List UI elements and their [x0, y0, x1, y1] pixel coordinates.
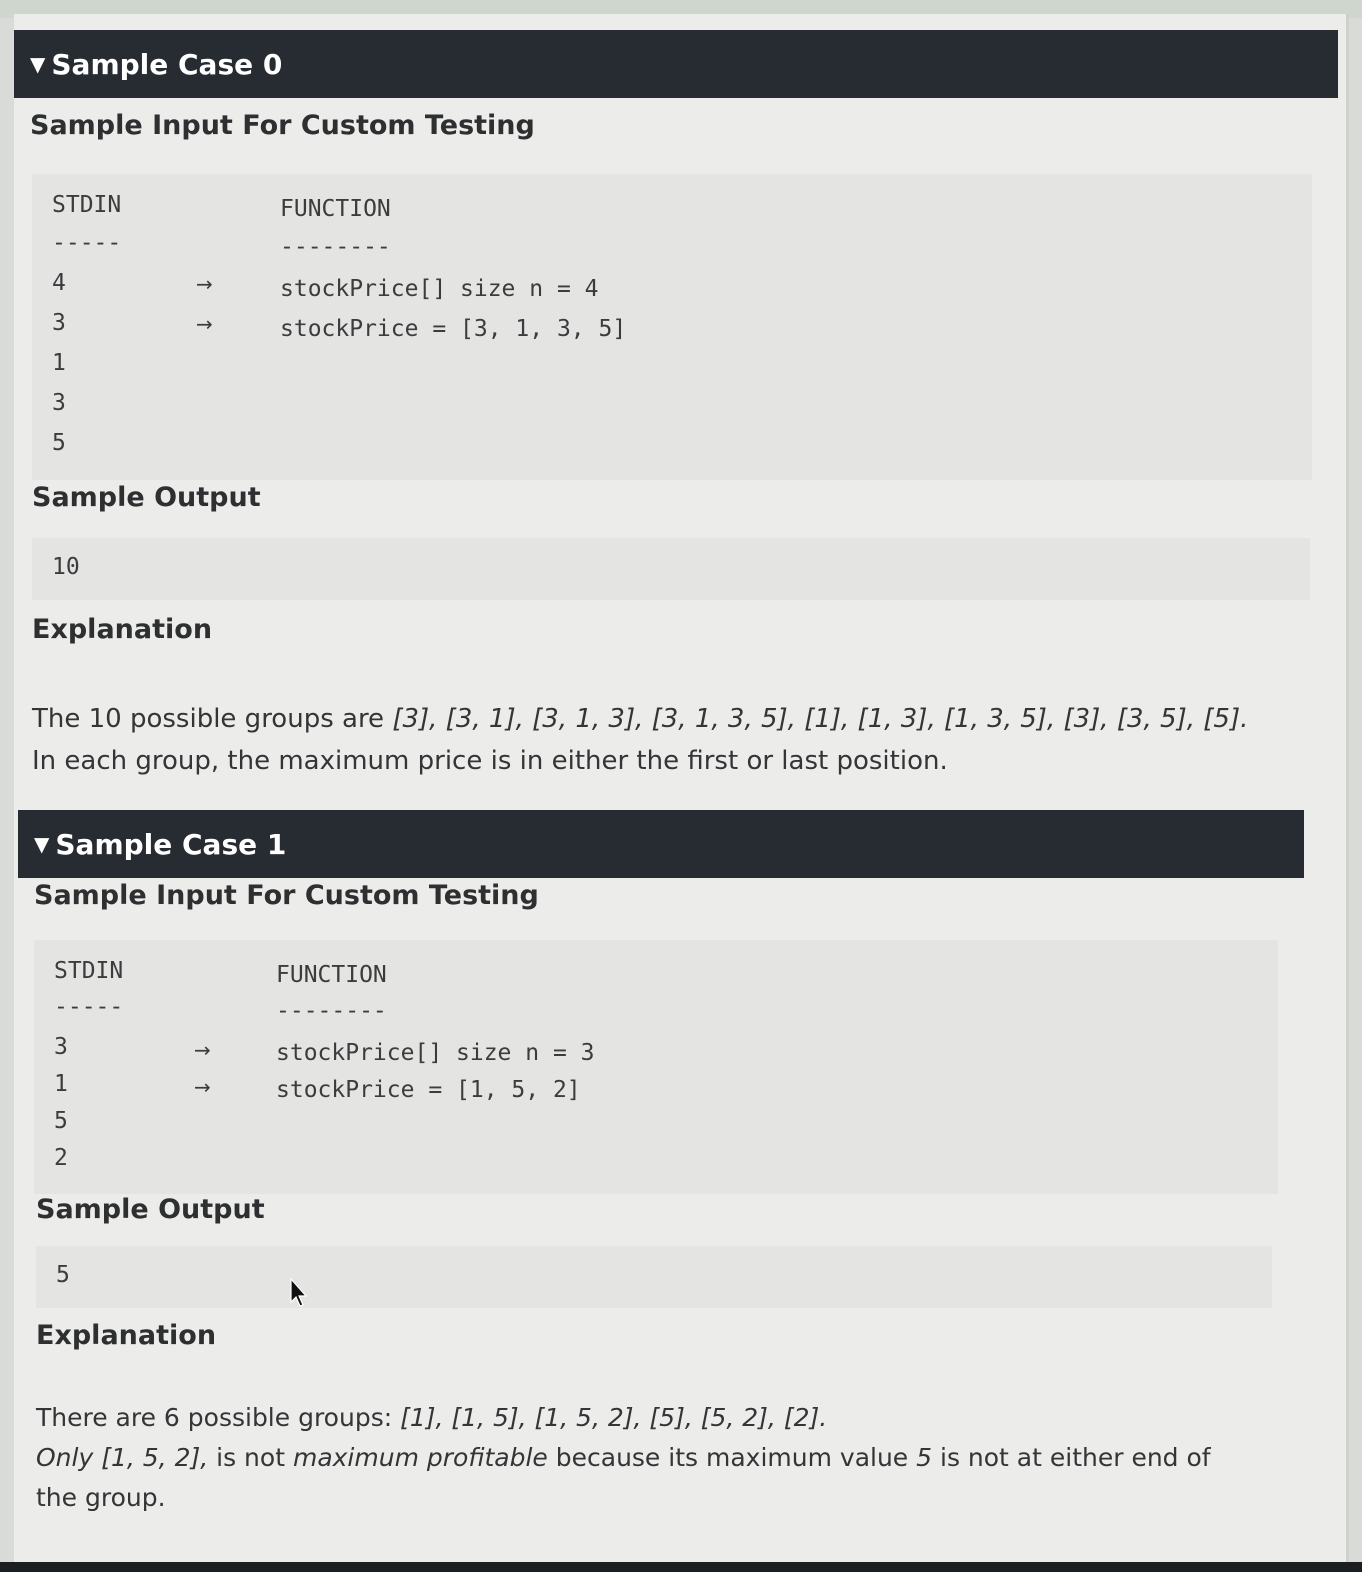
- arrow-icon: →: [196, 272, 213, 296]
- arrow-icon: →: [194, 1038, 211, 1062]
- explanation-line: the group.: [36, 1483, 166, 1512]
- explanation-rest: because its maximum value: [555, 1443, 909, 1472]
- explanation-value: 5: [916, 1443, 933, 1472]
- function-line: stockPrice[] size n = 3: [276, 1040, 595, 1066]
- stdin-dashes: -----: [52, 230, 122, 256]
- arrow-icon: →: [194, 1075, 211, 1099]
- sample-input-title: Sample Input For Custom Testing: [30, 110, 535, 141]
- function-label: FUNCTION: [280, 196, 391, 222]
- stdin-line: 1: [52, 350, 66, 376]
- explanation-text: [32, 698, 1248, 782]
- stdin-line: 5: [52, 430, 66, 456]
- sample-input-code-block: [34, 940, 1278, 1194]
- sample-output-title: Sample Output: [32, 482, 261, 513]
- function-line: stockPrice[] size n = 4: [280, 276, 599, 302]
- stdin-line: 5: [54, 1108, 68, 1134]
- explanation-line: In each group, the maximum price is in either the first or last position.: [32, 746, 948, 776]
- bottom-bar: [0, 1562, 1362, 1572]
- explanation-term: maximum profitable: [292, 1443, 548, 1472]
- collapse-triangle-icon: ▼: [30, 52, 46, 76]
- explanation-line: [36, 1398, 1211, 1438]
- explanation-title: Explanation: [36, 1320, 217, 1351]
- mouse-pointer-icon: [289, 1278, 309, 1308]
- explanation-groups: [1], [1, 5], [1, 5, 2], [5], [5, 2], [2].: [400, 1403, 828, 1432]
- stdin-line: 3: [54, 1034, 68, 1060]
- explanation-line-text: The 10 possible groups are: [32, 704, 393, 734]
- stdin-line: 3: [52, 390, 66, 416]
- output-value: 5: [56, 1262, 70, 1288]
- stdin-label: STDIN: [52, 192, 122, 218]
- stdin-line: 2: [54, 1145, 68, 1171]
- output-value: 10: [52, 554, 80, 580]
- explanation-line-text: There are 6 possible groups:: [36, 1403, 401, 1432]
- stdin-line: 1: [54, 1071, 68, 1097]
- sample-input-code-block: [32, 174, 1312, 480]
- sample-output-title: Sample Output: [36, 1194, 265, 1225]
- collapse-triangle-icon: ▼: [34, 832, 50, 856]
- function-dashes: --------: [276, 998, 387, 1024]
- sample-case-title: Sample Case 0: [51, 47, 283, 81]
- function-line: stockPrice = [1, 5, 2]: [276, 1077, 581, 1103]
- explanation-groups: [3], [3, 1], [3, 1, 3], [3, 1, 3, 5], [1], [1, 3], [1, 3, 5], [3], [3, 5], [5].: [392, 704, 1249, 734]
- arrow-icon: →: [196, 312, 213, 336]
- stdin-line: 4: [52, 270, 66, 296]
- explanation-title: Explanation: [32, 614, 213, 645]
- stdin-line: 3: [52, 310, 66, 336]
- stdin-label: STDIN: [54, 958, 124, 984]
- explanation-group: [1, 5, 2],: [101, 1443, 209, 1472]
- explanation-only: Only: [36, 1443, 94, 1472]
- explanation-rest: is not at either end of: [940, 1443, 1211, 1472]
- sample-case-0-header[interactable]: [14, 30, 1338, 98]
- explanation-mid: is not: [216, 1443, 286, 1472]
- sample-output-code-block: [32, 538, 1310, 600]
- sample-case-1-header[interactable]: [18, 810, 1304, 878]
- explanation-line: [36, 1438, 1211, 1478]
- sample-input-title: Sample Input For Custom Testing: [34, 880, 539, 911]
- function-dashes: --------: [280, 234, 391, 260]
- function-label: FUNCTION: [276, 962, 387, 988]
- explanation-text: [36, 1398, 1211, 1518]
- function-line: stockPrice = [3, 1, 3, 5]: [280, 316, 627, 342]
- sample-output-code-block: [36, 1246, 1272, 1308]
- sample-cases-panel: [14, 14, 1349, 1564]
- explanation-line: [32, 698, 1248, 740]
- stdin-dashes: -----: [54, 994, 124, 1020]
- sample-case-title: Sample Case 1: [55, 827, 287, 861]
